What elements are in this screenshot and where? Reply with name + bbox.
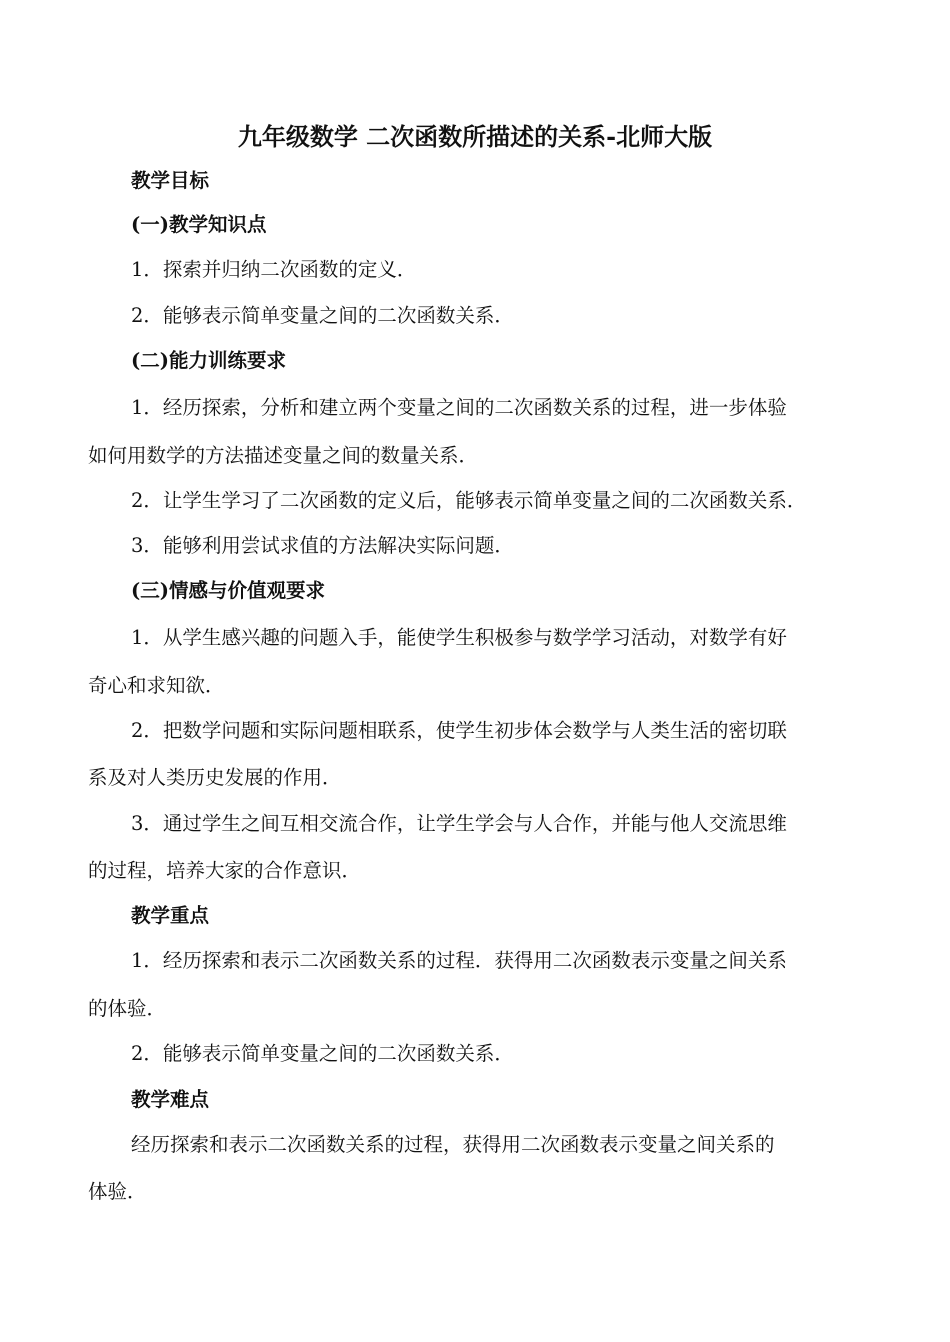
paragraph-line: 体验． xyxy=(88,1180,147,1203)
subheading-ability-requirements: (二)能力训练要求 xyxy=(131,349,286,372)
paragraph-line: 经历探索和表示二次函数关系的过程，获得用二次函数表示变量之间关系的 xyxy=(131,1133,775,1156)
paragraph-line: 的体验． xyxy=(88,997,167,1020)
paragraph-line: 3．能够利用尝试求值的方法解决实际问题． xyxy=(131,534,514,557)
paragraph-line: 1．经历探索，分析和建立两个变量之间的二次函数关系的过程，进一步体验 xyxy=(131,396,787,419)
paragraph-line: 1．从学生感兴趣的问题入手，能使学生积极参与数学学习活动，对数学有好 xyxy=(131,626,787,649)
paragraph-line: 奇心和求知欲． xyxy=(88,674,225,697)
paragraph-line: 2．能够表示简单变量之间的二次函数关系． xyxy=(131,304,514,327)
section-heading-teaching-goals: 教学目标 xyxy=(131,169,210,192)
section-heading-key-points: 教学重点 xyxy=(131,904,210,927)
paragraph-line: 2．把数学问题和实际问题相联系，使学生初步体会数学与人类生活的密切联 xyxy=(131,719,787,742)
paragraph-line: 如何用数学的方法描述变量之间的数量关系． xyxy=(88,444,479,467)
paragraph-line: 的过程，培养大家的合作意识． xyxy=(88,859,362,882)
subheading-emotion-values: (三)情感与价值观要求 xyxy=(131,579,325,602)
section-heading-difficulties: 教学难点 xyxy=(131,1088,210,1111)
paragraph-line: 2．能够表示简单变量之间的二次函数关系． xyxy=(131,1042,514,1065)
paragraph-line: 1．探索并归纳二次函数的定义． xyxy=(131,258,417,281)
paragraph-line: 1．经历探索和表示二次函数关系的过程．获得用二次函数表示变量之间关系 xyxy=(131,949,787,972)
paragraph-line: 3．通过学生之间互相交流合作，让学生学会与人合作，并能与他人交流思维 xyxy=(131,812,787,835)
document-title: 九年级数学 二次函数所描述的关系-北师大版 xyxy=(237,122,713,151)
paragraph-line: 2．让学生学习了二次函数的定义后，能够表示简单变量之间的二次函数关系． xyxy=(131,489,807,512)
subheading-knowledge-points: (一)教学知识点 xyxy=(131,213,267,236)
paragraph-line: 系及对人类历史发展的作用． xyxy=(88,766,342,789)
